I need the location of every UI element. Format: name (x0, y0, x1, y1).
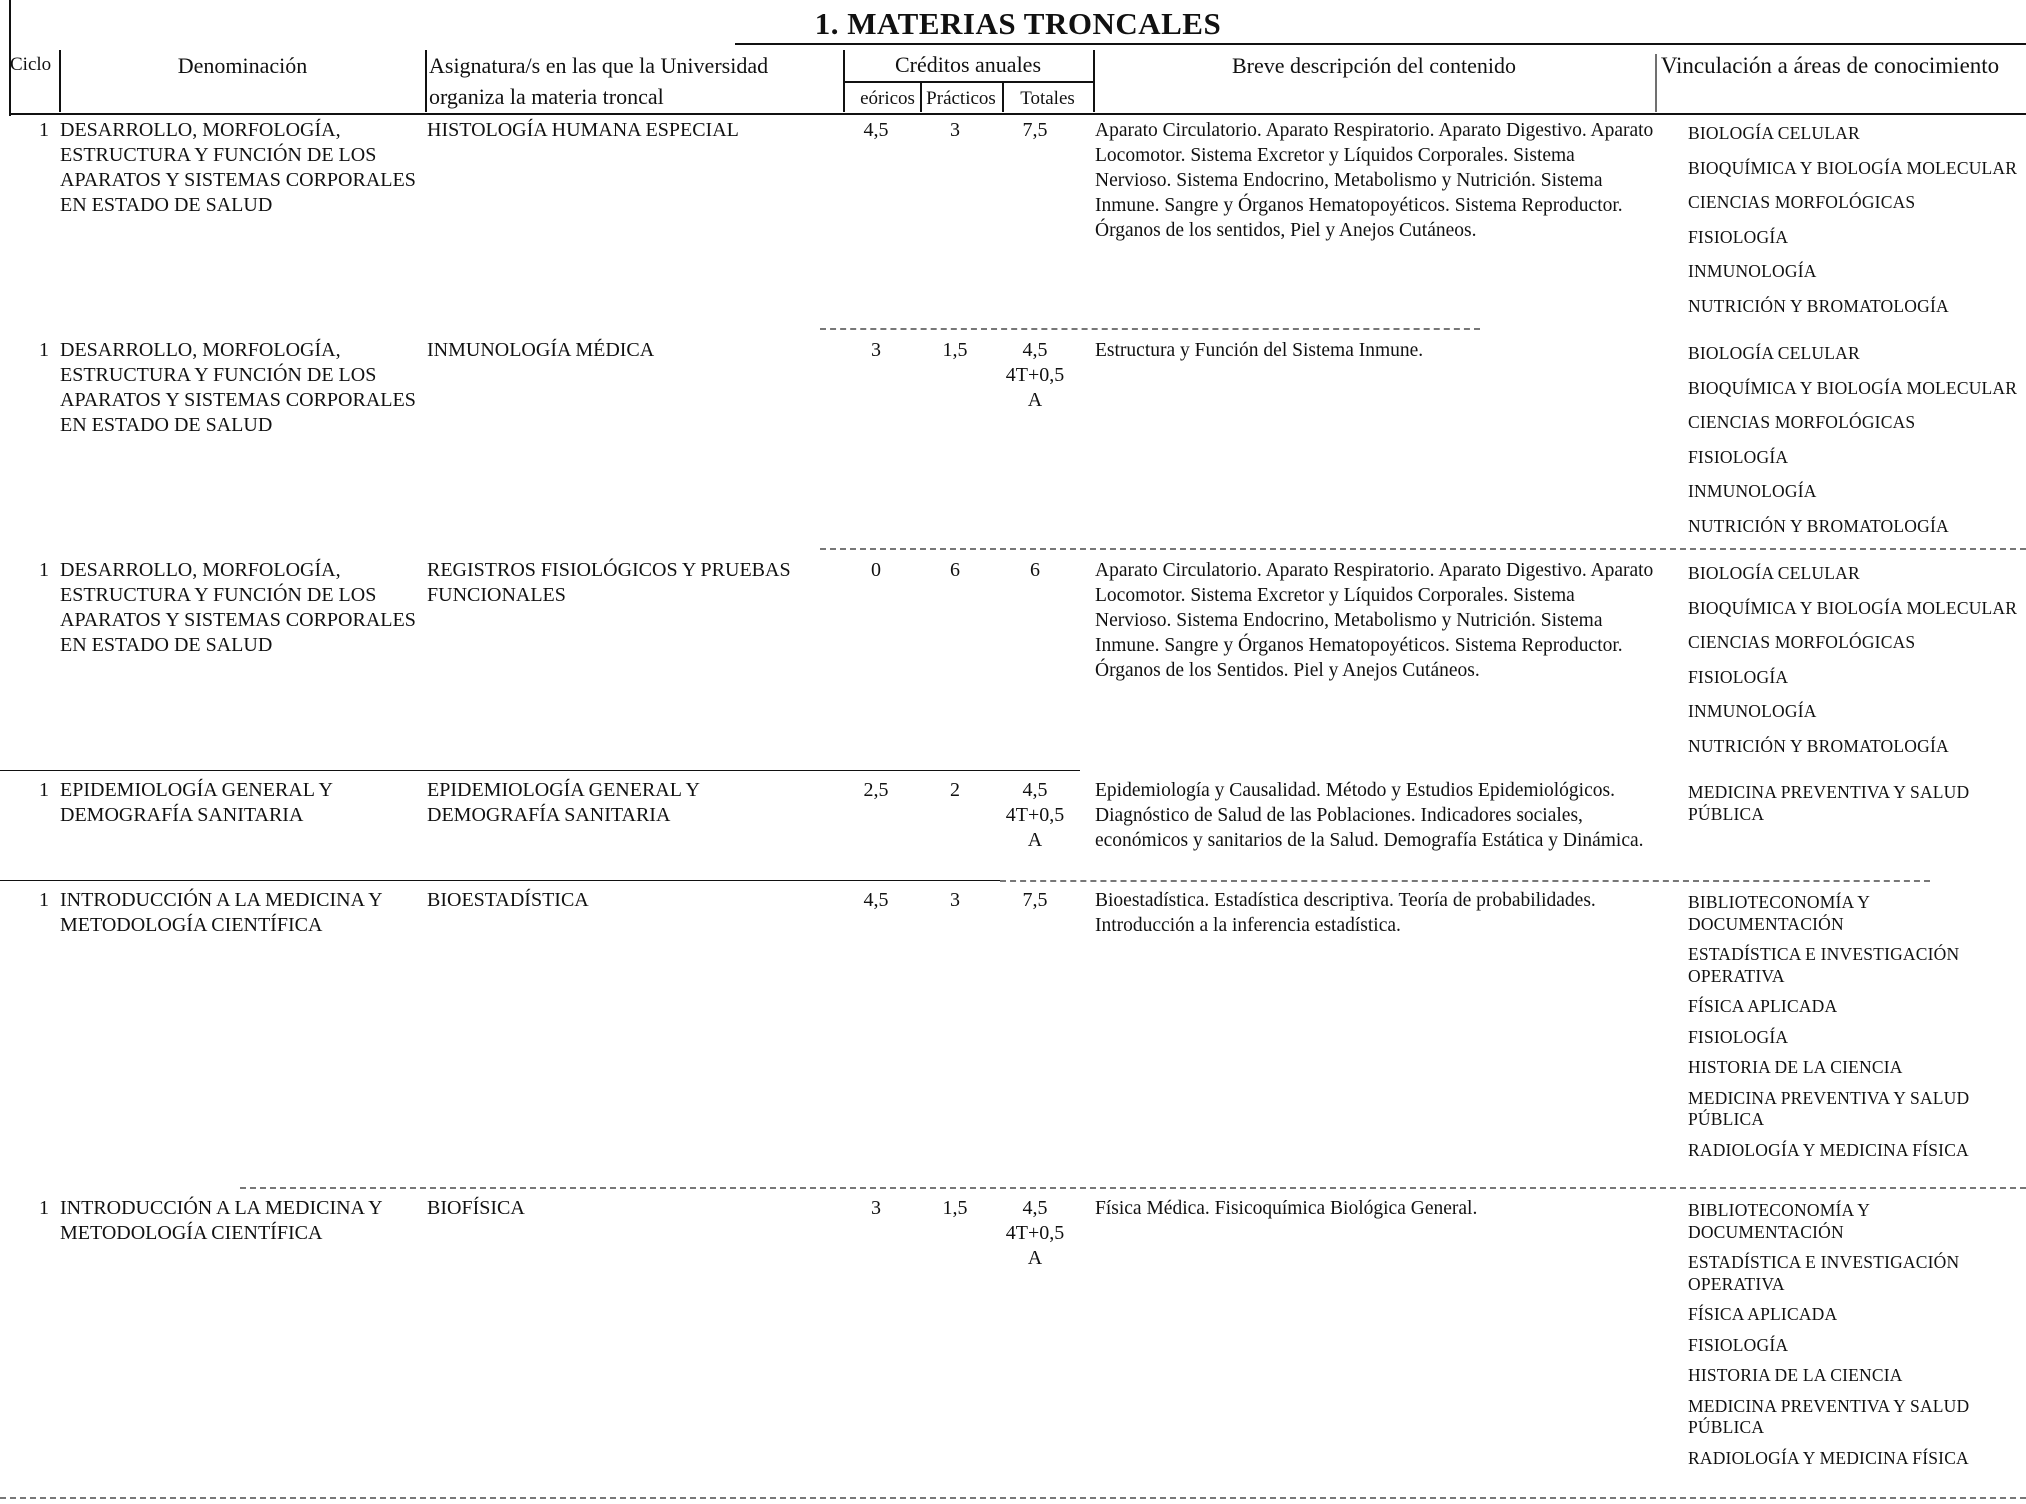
area-item: INMUNOLOGÍA (1688, 701, 1817, 721)
row-separator (240, 1187, 2026, 1189)
areas-cell (1688, 562, 2026, 769)
asignatura-cell: EPIDEMIOLOGÍA GENERAL Y DEMOGRAFÍA SANITARIA (427, 779, 700, 826)
header-denominacion: Denominación (177, 53, 308, 78)
ciclo-cell: 1 (39, 1197, 49, 1219)
row-separator (0, 1497, 2026, 1499)
asignatura-cell: BIOESTADÍSTICA (427, 889, 589, 911)
area-item: BIOQUÍMICA Y BIOLOGÍA MOLECULAR (1688, 377, 2018, 398)
header-totales: Totales (1020, 88, 1075, 109)
header-teoricos: eóricos (860, 88, 915, 109)
descripcion-cell: Aparato Circulatorio. Aparato Respiratorio. Aparato Digestivo. Aparato Locomotor. Sistema Excretor y Líquidos Corporales. Sistema Nervioso. Sistema Endocrino, Metabolismo y Nutrición. Sistema Inmune. Sangre y Órganos Hematopoyéticos. Sistema Reproductor. Órganos de los Sentidos. Piel y Anejos Cutáneos. (1095, 560, 1654, 681)
denominacion-cell: DESARROLLO, MORFOLOGÍA, ESTRUCTURA Y FUNCIÓN DE LOS APARATOS Y SISTEMAS CORPORALES EN ESTADO DE SALUD (60, 119, 416, 216)
descripcion-cell: Aparato Circulatorio. Aparato Respiratorio. Aparato Digestivo. Aparato Locomotor. Sistema Excretor y Líquidos Corporales. Sistema Nervioso. Sistema Endocrino, Metabolismo y Nutrición. Sistema Inmune. Sangre y Órganos Hematopoyéticos. Sistema Reproductor. Órganos de los sentidos, Piel y Anejos Cutáneos. (1095, 120, 1654, 241)
practicos-cell: 3 (950, 889, 960, 911)
totales-cell (999, 558, 1071, 583)
totales-value: 4,5 (1022, 1197, 1048, 1219)
area-item: NUTRICIÓN Y BROMATOLOGÍA (1688, 295, 1949, 316)
areas-cell (1688, 1200, 2026, 1478)
area-item: MEDICINA PREVENTIVA Y SALUD PÚBLICA (1688, 1087, 1970, 1129)
denominacion-cell: EPIDEMIOLOGÍA GENERAL Y DEMOGRAFÍA SANITARIA (60, 779, 333, 826)
totales-value: 4,5 (1022, 779, 1048, 801)
totales-value: 6 (1030, 559, 1040, 581)
totales-extra: 4T+0,5 (1005, 364, 1065, 386)
area-item: CIENCIAS MORFOLÓGICAS (1688, 192, 1916, 212)
practicos-cell: 3 (950, 119, 960, 141)
area-item: RADIOLOGÍA Y MEDICINA FÍSICA (1688, 1447, 1969, 1468)
area-item: BIOLOGÍA CELULAR (1688, 563, 1860, 583)
area-item: ESTADÍSTICA E INVESTIGACIÓN OPERATIVA (1688, 1252, 1960, 1294)
denominacion-cell: INTRODUCCIÓN A LA MEDICINA Y METODOLOGÍA CIENTÍFICA (60, 889, 382, 936)
totales-value: 7,5 (1022, 889, 1048, 911)
teoricos-cell: 3 (871, 1197, 881, 1219)
area-item: BIOQUÍMICA Y BIOLOGÍA MOLECULAR (1688, 597, 2018, 618)
area-item: NUTRICIÓN Y BROMATOLOGÍA (1688, 515, 1949, 536)
teoricos-cell: 0 (871, 559, 881, 581)
area-item: CIENCIAS MORFOLÓGICAS (1688, 412, 1916, 432)
area-item: FISIOLOGÍA (1688, 226, 1789, 247)
teoricos-cell: 4,5 (863, 889, 889, 911)
area-item: INMUNOLOGÍA (1688, 261, 1817, 281)
header-creditos: Créditos anuales (894, 52, 1042, 77)
area-item: HISTORIA DE LA CIENCIA (1688, 1365, 1903, 1385)
header-practicos: Prácticos (926, 88, 996, 109)
descripcion-cell: Bioestadística. Estadística descriptiva. Teoría de probabilidades. Introducción a la inferencia estadística. (1095, 890, 1596, 936)
areas-cell (1688, 782, 2026, 834)
ciclo-cell: 1 (39, 339, 49, 361)
asignatura-cell: REGISTROS FISIOLÓGICOS Y PRUEBAS FUNCIONALES (427, 559, 791, 606)
area-item: BIBLIOTECONOMÍA Y DOCUMENTACIÓN (1688, 892, 1870, 934)
practicos-cell: 1,5 (942, 1197, 968, 1219)
descripcion-cell: Epidemiología y Causalidad. Método y Estudios Epidemiológicos. Diagnóstico de Salud de las Poblaciones. Indicadores sociales, económicos y sanitarios de la Salud. Demografía Estática y Dinámica. (1095, 780, 1644, 851)
area-item: MEDICINA PREVENTIVA Y SALUD PÚBLICA (1688, 782, 1970, 824)
area-item: ESTADÍSTICA E INVESTIGACIÓN OPERATIVA (1688, 944, 1960, 986)
totales-extra2: A (1027, 389, 1043, 411)
totales-value: 7,5 (1022, 119, 1048, 141)
asignatura-cell: HISTOLOGÍA HUMANA ESPECIAL (427, 119, 739, 141)
descripcion-cell: Estructura y Función del Sistema Inmune. (1095, 340, 1424, 361)
area-item: MEDICINA PREVENTIVA Y SALUD PÚBLICA (1688, 1395, 1970, 1437)
totales-extra: 4T+0,5 (1005, 804, 1065, 826)
header-vinculacion: Vinculación a áreas de conocimiento (1660, 53, 2000, 78)
area-item: NUTRICIÓN Y BROMATOLOGÍA (1688, 735, 1949, 756)
ciclo-cell: 1 (39, 889, 49, 911)
totales-value: 4,5 (1022, 339, 1048, 361)
area-item: RADIOLOGÍA Y MEDICINA FÍSICA (1688, 1139, 1969, 1160)
totales-extra2: A (1027, 829, 1043, 851)
denominacion-cell: DESARROLLO, MORFOLOGÍA, ESTRUCTURA Y FUNCIÓN DE LOS APARATOS Y SISTEMAS CORPORALES EN ESTADO DE SALUD (60, 339, 416, 436)
totales-cell (999, 1196, 1071, 1271)
totales-cell (999, 118, 1071, 143)
totales-extra: 4T+0,5 (1005, 1222, 1065, 1244)
area-item: FISIOLOGÍA (1688, 1026, 1789, 1047)
teoricos-cell: 3 (871, 339, 881, 361)
ciclo-cell: 1 (39, 779, 49, 801)
area-item: FISIOLOGÍA (1688, 666, 1789, 687)
denominacion-cell: DESARROLLO, MORFOLOGÍA, ESTRUCTURA Y FUNCIÓN DE LOS APARATOS Y SISTEMAS CORPORALES EN ESTADO DE SALUD (60, 559, 416, 656)
areas-cell (1688, 342, 2026, 549)
areas-cell (1688, 122, 2026, 329)
denominacion-divider (425, 50, 427, 112)
practicos-cell: 2 (950, 779, 960, 801)
area-item: FISIOLOGÍA (1688, 1334, 1789, 1355)
area-item: FÍSICA APLICADA (1688, 1304, 1838, 1324)
area-item: FÍSICA APLICADA (1688, 996, 1838, 1016)
page-title: 1. MATERIAS TRONCALES (814, 6, 1222, 41)
area-item: BIOLOGÍA CELULAR (1688, 343, 1860, 363)
area-item: FISIOLOGÍA (1688, 446, 1789, 467)
asignatura-cell: BIOFÍSICA (427, 1197, 525, 1219)
areas-cell (1688, 892, 2026, 1170)
totales-cell (999, 338, 1071, 413)
header-descripcion: Breve descripción del contenido (1231, 53, 1517, 78)
header-asignatura: Asignatura/s en las que la Universidad organiza la materia troncal (429, 53, 769, 109)
practicos-cell: 6 (950, 559, 960, 581)
totales-extra2: A (1027, 1247, 1043, 1269)
area-item: BIOLOGÍA CELULAR (1688, 123, 1860, 143)
ciclo-cell: 1 (39, 119, 49, 141)
area-item: INMUNOLOGÍA (1688, 481, 1817, 501)
denominacion-cell: INTRODUCCIÓN A LA MEDICINA Y METODOLOGÍA CIENTÍFICA (60, 1197, 382, 1244)
row-separator (1000, 880, 1930, 882)
area-item: BIBLIOTECONOMÍA Y DOCUMENTACIÓN (1688, 1200, 1870, 1242)
teoricos-cell: 2,5 (863, 779, 889, 801)
area-item: BIOQUÍMICA Y BIOLOGÍA MOLECULAR (1688, 157, 2018, 178)
practicos-cell: 1,5 (942, 339, 968, 361)
area-item: HISTORIA DE LA CIENCIA (1688, 1057, 1903, 1077)
ciclo-cell: 1 (39, 559, 49, 581)
teoricos-cell: 4,5 (863, 119, 889, 141)
row-separator (0, 770, 1080, 771)
asignatura-cell: INMUNOLOGÍA MÉDICA (427, 339, 655, 361)
totales-cell (999, 888, 1071, 913)
row-separator (0, 880, 1000, 881)
row-separator (820, 328, 1480, 330)
descripcion-divider (1655, 54, 1657, 112)
area-item: CIENCIAS MORFOLÓGICAS (1688, 632, 1916, 652)
header-ciclo: Ciclo (10, 54, 52, 75)
descripcion-cell: Física Médica. Fisicoquímica Biológica General. (1095, 1198, 1478, 1219)
title-underline (735, 43, 2026, 45)
totales-cell (999, 778, 1071, 853)
